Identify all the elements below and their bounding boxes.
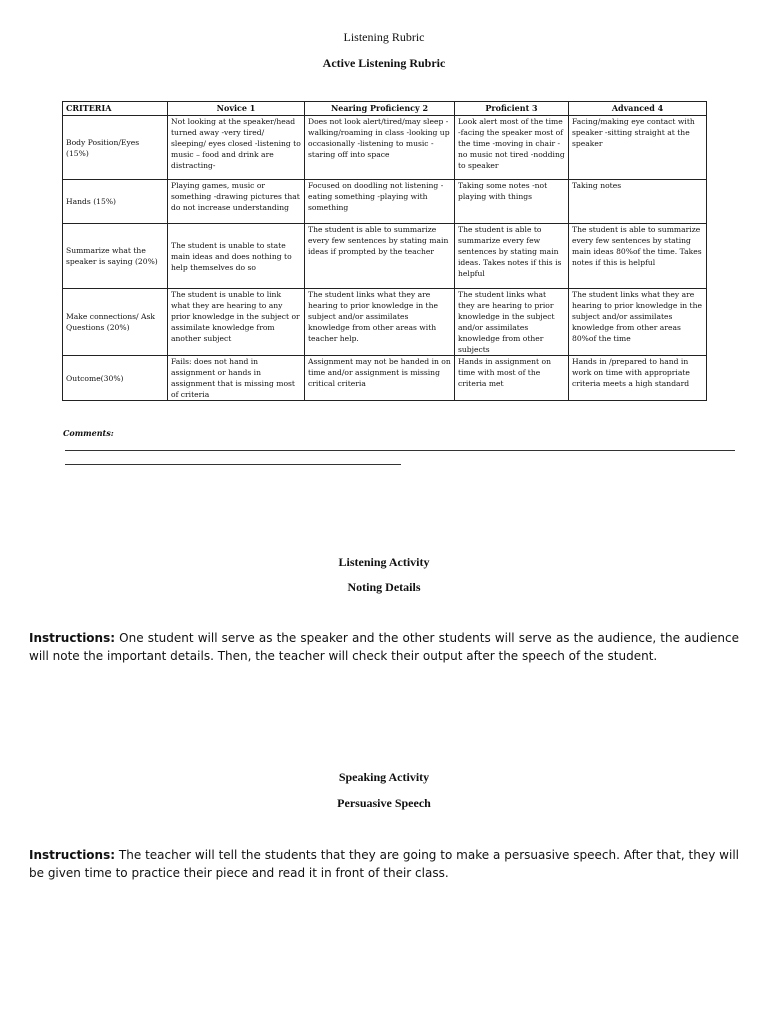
page-header: Listening Rubric [343,30,425,44]
column-header: Nearing Proficiency 2 [305,102,455,116]
table-row [63,224,707,289]
rubric-cell: The student links what they are hearing to prior knowledge in the subject and/or assimilates knowledge from other areas with teacher help. [305,289,455,356]
rubric-cell: The student links what they are hearing to prior knowledge in the subject and/or assimilates knowledge from other areas 80%of the time [569,289,707,356]
comments-label: Comments: [63,428,114,438]
rubric-cell: Hands in assignment on time with most of the criteria met [455,356,569,401]
instructions-label: Instructions: [29,631,116,645]
rubric-header-row [63,102,707,116]
criteria-cell: Body Position/Eyes (15%) [63,116,168,180]
table-row [63,356,707,401]
speaking-activity-subtitle: Persuasive Speech [337,796,431,810]
comment-line[interactable] [65,450,735,451]
column-header: Advanced 4 [569,102,707,116]
rubric-cell: The student is able to summarize every few sentences by stating main ideas 80%of the time. Takes notes if this is helpful [569,224,707,289]
column-header: CRITERIA [63,102,168,116]
listening-activity-subtitle: Noting Details [347,580,421,594]
rubric-cell: Focused on doodling not listening -eating something -playing with something [305,180,455,224]
rubric-cell: The student is unable to link what they are hearing to any prior knowledge in the subject or assimilate knowledge from another subject [168,289,305,356]
table-row [63,289,707,356]
rubric-cell: Assignment may not be handed in on time and/or assignment is missing critical criteria [305,356,455,401]
table-row [63,116,707,180]
rubric-table [62,101,707,401]
speaking-instructions [29,846,739,882]
rubric-cell: Taking notes [569,180,707,224]
speaking-activity-title: Speaking Activity [338,770,430,784]
column-header: Novice 1 [168,102,305,116]
criteria-cell: Outcome(30%) [63,356,168,401]
listening-activity-title: Listening Activity [338,555,430,569]
rubric-cell: The student is able to summarize every few sentences by stating main ideas if prompted by the teacher [305,224,455,289]
instructions-text: The teacher will tell the students that they are going to make a persuasive speech. After that, they will be given time to practice their piece and read it in front of their class. [29,848,739,880]
rubric-cell: Playing games, music or something -drawing pictures that do not increase understanding [168,180,305,224]
criteria-cell: Make connections/ Ask Questions (20%) [63,289,168,356]
rubric-cell: The student is able to summarize every few sentences by stating main ideas. Takes notes if this is helpful [455,224,569,289]
rubric-cell: Not looking at the speaker/head turned away -very tired/ sleeping/ eyes closed -listening to music – food and drink are distracting- [168,116,305,180]
table-row [63,180,707,224]
column-header: Proficient 3 [455,102,569,116]
rubric-cell: Look alert most of the time -facing the speaker most of the time -moving in chair -no music not tired -nodding to speaker [455,116,569,180]
criteria-cell: Summarize what the speaker is saying (20%) [63,224,168,289]
rubric-cell: Facing/making eye contact with speaker -sitting straight at the speaker [569,116,707,180]
rubric-cell: Taking some notes -not playing with things [455,180,569,224]
rubric-cell: Fails: does not hand in assignment or hands in assignment that is missing most of criteria [168,356,305,401]
rubric-cell: Hands in /prepared to hand in work on time with appropriate criteria meets a high standard [569,356,707,401]
rubric-cell: The student links what they are hearing to prior knowledge in the subject and/or assimilates knowledge from other subjects [455,289,569,356]
page-title: Active Listening Rubric [322,56,446,70]
rubric-cell: The student is unable to state main ideas and does nothing to help themselves do so [168,224,305,289]
rubric-cell: Does not look alert/tired/may sleep -walking/roaming in class -looking up occasionally -listening to music -staring off into space [305,116,455,180]
listening-instructions [29,629,739,665]
instructions-label: Instructions: [29,848,116,862]
instructions-text: One student will serve as the speaker and the other students will serve as the audience, the audience will note the important details. Then, the teacher will check their output after the speech of the student. [29,631,739,663]
criteria-cell: Hands (15%) [63,180,168,224]
comment-line[interactable] [65,464,401,465]
